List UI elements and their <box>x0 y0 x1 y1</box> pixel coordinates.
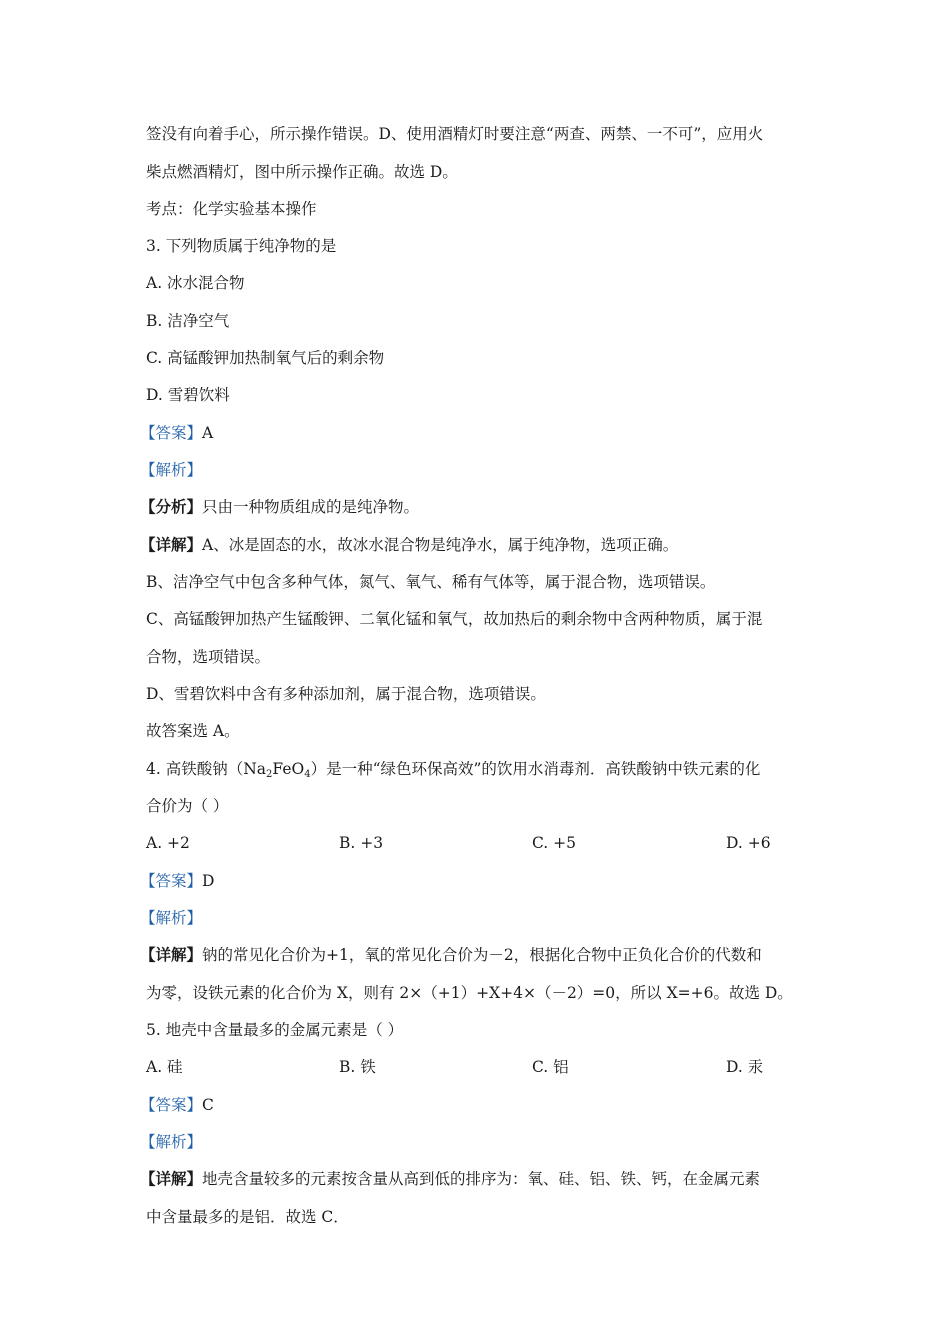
answer-tag: 【答案】 <box>140 872 203 890</box>
q5-analysis-tag: 【解析】 <box>140 1133 203 1151</box>
question-3-stem: 3. 下列物质属于纯净物的是 <box>146 237 337 255</box>
q3-analysis-tag: 【解析】 <box>140 461 203 479</box>
q3-option-b: B. 洁净空气 <box>146 312 230 330</box>
q5-detail <box>140 1169 760 1189</box>
q5-detail-line: 中含量最多的是铝．故选 C． <box>146 1208 349 1226</box>
question-5-stem: 5. 地壳中含量最多的金属元素是（ ） <box>146 1021 404 1039</box>
stem-part: 4. 高铁酸钠（Na <box>146 760 267 778</box>
answer-value: C <box>202 1096 214 1114</box>
q4-detail <box>140 945 762 965</box>
q3-detail <box>140 535 678 555</box>
q4-answer <box>140 871 214 891</box>
text-line: 柴点燃酒精灯，图中所示操作正确。故选 D。 <box>146 163 458 181</box>
q4-option-d: D. +6 <box>726 834 771 852</box>
q5-option-c: C. 铝 <box>532 1058 569 1076</box>
q3-detail-line: 故答案选 A。 <box>146 722 240 740</box>
q3-detail-line: D、雪碧饮料中含有多种添加剂，属于混合物，选项错误。 <box>146 685 546 703</box>
question-4-stem <box>146 759 760 785</box>
detail-tag: 【详解】 <box>140 945 203 964</box>
q3-detail-line: B、洁净空气中包含多种气体，氮气、氧气、稀有气体等，属于混合物，选项错误。 <box>146 573 716 591</box>
q5-option-a: A. 硅 <box>146 1058 183 1076</box>
q4-option-b: B. +3 <box>339 834 384 852</box>
detail-tag: 【详解】 <box>140 535 203 554</box>
fenxi-text: 只由一种物质组成的是纯净物。 <box>202 498 420 516</box>
q3-option-a: A. 冰水混合物 <box>146 274 245 292</box>
q5-option-b: B. 铁 <box>339 1058 376 1076</box>
subscript: 4 <box>304 769 311 780</box>
q4-option-c: C. +5 <box>532 834 577 852</box>
q5-option-d: D. 汞 <box>726 1058 764 1076</box>
detail-text: A、冰是固态的水，故冰水混合物是纯净水，属于纯净物，选项正确。 <box>202 536 679 554</box>
stem-part: ）是一种“绿色环保高效”的饮用水消毒剂．高铁酸钠中铁元素的化 <box>310 760 761 778</box>
q3-fenxi <box>140 497 419 517</box>
q5-answer <box>140 1095 214 1115</box>
fenxi-tag: 【分析】 <box>140 497 203 516</box>
q4-analysis-tag: 【解析】 <box>140 909 203 927</box>
answer-value: A <box>202 424 214 442</box>
text-line: 签没有向着手心，所示操作错误。D、使用酒精灯时要注意“两查、两禁、一不可”，应用火 <box>146 125 764 143</box>
detail-text: 钠的常见化合价为+1，氧的常见化合价为－2，根据化合物中正负化合价的代数和 <box>202 946 762 964</box>
text-line: 考点：化学实验基本操作 <box>146 200 317 218</box>
answer-tag: 【答案】 <box>140 1096 203 1114</box>
subscript: 2 <box>266 769 273 780</box>
q3-option-d: D. 雪碧饮料 <box>146 386 230 404</box>
q3-option-c: C. 高锰酸钾加热制氧气后的剩余物 <box>146 349 385 367</box>
detail-tag: 【详解】 <box>140 1169 203 1188</box>
q4-detail-line: 为零，设铁元素的化合价为 X，则有 2×（+1）+X+4×（－2）=0，所以 X=+6。故选 D。 <box>146 984 793 1002</box>
q3-detail-line: 合物，选项错误。 <box>146 648 271 666</box>
stem-part: FeO <box>272 760 305 778</box>
answer-value: D <box>202 872 215 890</box>
detail-text: 地壳含量较多的元素按含量从高到低的排序为：氧、硅、铝、铁、钙，在金属元素 <box>202 1170 761 1188</box>
question-4-stem-cont: 合价为（ ） <box>146 797 229 815</box>
q3-answer <box>140 423 213 443</box>
q3-detail-line: C、高锰酸钾加热产生锰酸钾、二氧化锰和氧气，故加热后的剩余物中含两种物质，属于混 <box>146 610 763 628</box>
q4-option-a: A. +2 <box>146 834 190 852</box>
answer-tag: 【答案】 <box>140 424 203 442</box>
